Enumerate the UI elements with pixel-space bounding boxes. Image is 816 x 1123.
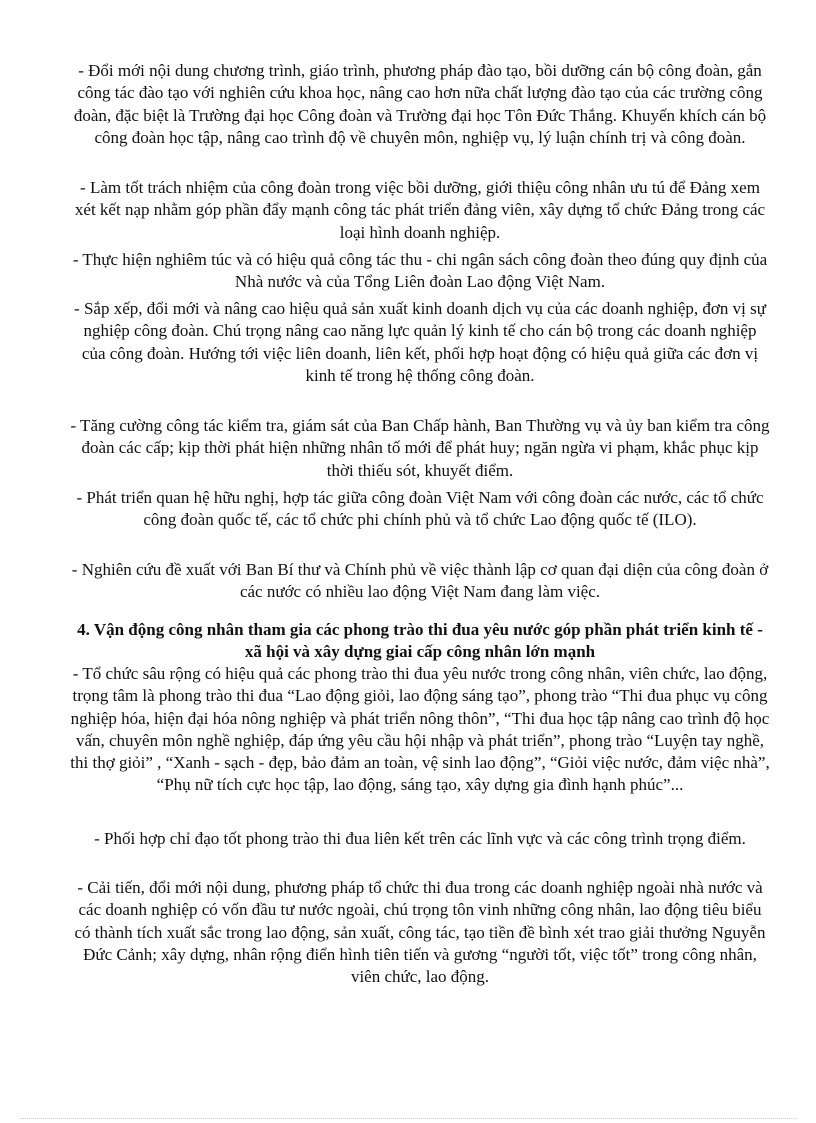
paragraph-improvement: - Cải tiến, đổi mới nội dung, phương pháp tổ chức thi đua trong các doanh nghiệp ngoài nhà nước và các doanh nghiệp có vốn đầu tư nước ngoài, chú trọng tôn vinh những công nhân, lao động tiêu biểu có thành tích xuất sắc trong lao động, sản xuất, công tác, tạo tiền đề bình xét trao giải thưởng Nguyễn Đức Cảnh; xây dựng, nhân rộng điển hình tiên tiến và gương “người tốt, việc tốt” trong công nhân, viên chức, lao động.	[74, 878, 766, 987]
paragraph-emulation-movements: - Tổ chức sâu rộng có hiệu quả các phong trào thi đua yêu nước trong công nhân, viên chức, lao động, trọng tâm là phong trào thi đua “Lao động giỏi, lao động sáng tạo”, phong trào “Thi đua phục vụ công nghiệp hóa, hiện đại hóa nông nghiệp và phát triển nông thôn”, “Thi đua học tập nâng cao trình độ học vấn, chuyên môn nghề nghiệp, đáp ứng yêu cầu hội nhập và phát triển”, phong trào “Luyện tay nghề, thi thợ giỏi” , “Xanh - sạch - đẹp, bảo đảm an toàn, vệ sinh lao động”, “Giỏi việc nước, đảm việc nhà”, “Phụ nữ tích cực học tập, lao động, sáng tạo, xây dựng gia đình hạnh phúc”...	[70, 664, 770, 795]
paragraph-representative-office: - Nghiên cứu đề xuất với Ban Bí thư và Chính phủ về việc thành lập cơ quan đại diện của công đoàn ở các nước có nhiều lao động Việt Nam đang làm việc.	[71, 560, 769, 602]
paragraph-inspection: - Tăng cường công tác kiểm tra, giám sát của Ban Chấp hành, Ban Thường vụ và ủy ban kiểm tra công đoàn các cấp; kịp thời phát hiện những nhân tố mới để phát huy; ngăn ngừa vi phạm, khắc phục kịp thời thiếu sót, khuyết điểm.	[70, 416, 770, 480]
paragraph-business-efficiency: - Sắp xếp, đổi mới và nâng cao hiệu quả sản xuất kinh doanh dịch vụ của các doanh nghiệp, đơn vị sự nghiệp công đoàn. Chú trọng nâng cao năng lực quản lý kinh tế cho cán bộ trong các doanh nghiệp của công đoàn. Hướng tới việc liên doanh, liên kết, phối hợp hoạt động có hiệu quả giữa các đơn vị kinh tế trong hệ thống công đoàn.	[74, 299, 766, 385]
paragraph-training-reform: - Đổi mới nội dung chương trình, giáo trình, phương pháp đào tạo, bồi dưỡng cán bộ công đoàn, gắn công tác đào tạo với nghiên cứu khoa học, nâng cao hơn nữa chất lượng đào tạo của các trường công đoàn, đặc biệt là Trường đại học Công đoàn và Trường đại học Tôn Đức Thắng. Khuyến khích cán bộ công đoàn học tập, nâng cao trình độ về chuyên môn, nghiệp vụ, lý luận chính trị và công đoàn.	[73, 61, 767, 147]
paragraph-coordination: - Phối hợp chỉ đạo tốt phong trào thi đua liên kết trên các lĩnh vực và các công trình trọng điểm.	[94, 829, 746, 848]
page-bottom-divider	[20, 1118, 796, 1119]
paragraph-international-cooperation: - Phát triển quan hệ hữu nghị, hợp tác giữa công đoàn Việt Nam với công đoàn các nước, các tổ chức công đoàn quốc tế, các tổ chức phi chính phủ và tổ chức Lao động quốc tế (ILO).	[76, 488, 764, 530]
paragraph-party-recommendation: - Làm tốt trách nhiệm của công đoàn trong việc bồi dưỡng, giới thiệu công nhân ưu tú để Đảng xem xét kết nạp nhằm góp phần đẩy mạnh công tác phát triển đảng viên, xây dựng tổ chức Đảng trong các loại hình doanh nghiệp.	[74, 178, 766, 242]
section-heading: 4. Vận động công nhân tham gia các phong trào thi đua yêu nước góp phần phát triển kinh tế - xã hội và xây dựng giai cấp công nhân lớn mạnh	[77, 620, 763, 662]
paragraph-budget: - Thực hiện nghiêm túc và có hiệu quả công tác thu - chi ngân sách công đoàn theo đúng quy định của Nhà nước và của Tổng Liên đoàn Lao động Việt Nam.	[72, 250, 768, 292]
